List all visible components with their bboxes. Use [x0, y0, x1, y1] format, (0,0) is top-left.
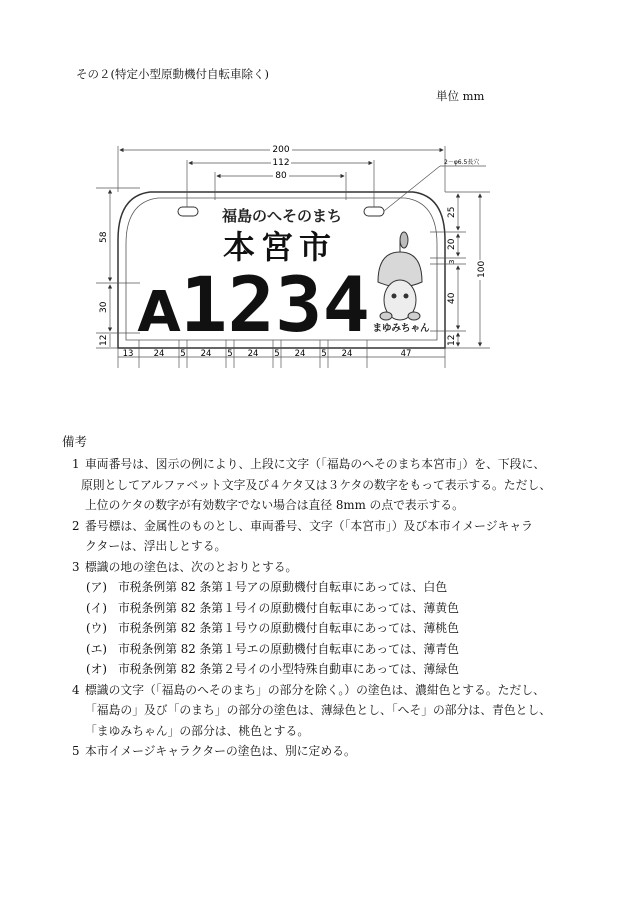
plate-number: 1234	[180, 260, 370, 349]
plate-slogan: 福島のへそのまち	[221, 207, 343, 225]
dim-right-40: 40	[447, 292, 457, 304]
remark-line: 番号標は、金属性のものとし、車両番号、文字（「本宮市」）及び本市イメージキャラ	[85, 518, 533, 533]
dim-bottom-5a: 5	[180, 349, 186, 359]
document-heading: その２(特定小型原動機付自転車除く)	[76, 67, 269, 81]
sub-item-o	[64, 659, 584, 680]
sub-item-text: 市税条例第 82 条第１号エの原動機付自転車にあっては、薄青色	[118, 641, 459, 656]
dim-bottom-24e: 24	[341, 349, 353, 359]
plate-class-letter: A	[137, 280, 181, 345]
plate-city: 本宮市	[222, 228, 338, 266]
unit-label: 単位 mm	[436, 89, 485, 103]
remark-line: 「福島の」及び「のまち」の部分の塗色は、薄緑色とし、「へそ」の部分は、青色とし、	[85, 703, 551, 717]
sub-item-u	[64, 618, 584, 639]
remark-number: 2	[72, 518, 80, 533]
dim-bottom-13: 13	[122, 349, 134, 359]
sub-item-i	[64, 598, 584, 619]
dim-right-total: 100	[477, 260, 487, 278]
sub-item-label: (エ)	[86, 641, 108, 656]
remark-item-4	[64, 680, 584, 742]
mounting-hole-left	[178, 207, 198, 216]
sub-item-e	[64, 639, 584, 660]
dim-top-width: 200	[272, 145, 290, 155]
dim-bottom-5d: 5	[321, 349, 327, 359]
dim-bottom-47: 47	[400, 349, 412, 359]
sub-item-label: (ア)	[86, 580, 108, 594]
remark-item-1	[64, 454, 584, 516]
sub-item-text: 市税条例第 82 条第１号ウの原動機付自転車にあっては、薄桃色	[118, 621, 459, 635]
sub-item-label: (イ)	[86, 600, 108, 615]
dim-left-upper: 58	[99, 231, 109, 243]
remark-number: 1	[72, 457, 80, 471]
mascot-name: まゆみちゃん	[372, 323, 430, 334]
remark-item-2	[64, 516, 584, 557]
remark-number: 5	[72, 744, 80, 758]
dim-top-holes: 112	[272, 158, 290, 168]
sub-item-label: (ウ)	[86, 621, 108, 635]
dim-right-25: 25	[447, 206, 457, 218]
remark-item-3	[64, 557, 584, 578]
sub-item-text: 市税条例第 82 条第１号イの原動機付自転車にあっては、薄黄色	[118, 600, 459, 615]
sub-item-label: (オ)	[86, 662, 108, 676]
remark-line: 上位のケタの数字が有効数字でない場合は直径 8mm の点で表示する。	[85, 498, 464, 512]
remark-line: 標識の文字（「福島のへそのまち」の部分を除く。）の塗色は、濃紺色とする。ただし、	[85, 682, 545, 697]
sub-item-text: 市税条例第 82 条第１号アの原動機付自転車にあっては、白色	[118, 580, 448, 594]
remark-line: 車両番号は、図示の例により、上段に文字（「福島のへそのまち本宮市」）を、下段に、	[85, 457, 546, 471]
remark-line: 本市イメージキャラクターの塗色は、別に定める。	[85, 744, 356, 758]
dim-right-12: 12	[447, 334, 457, 346]
dim-bottom-24b: 24	[200, 349, 212, 359]
dim-left-lower: 12	[99, 334, 109, 346]
sub-item-text: 市税条例第 82 条第２号イの小型特殊自動車にあっては、薄緑色	[118, 662, 459, 676]
dim-bottom-24d: 24	[294, 349, 306, 359]
dim-bottom-24c: 24	[247, 349, 259, 359]
remark-line: 原則としてアルファベット文字及び４ケタ又は３ケタの数字をもって表示する。ただし、	[81, 477, 551, 492]
dim-top-text: 80	[275, 171, 287, 181]
remark-number: 3	[72, 559, 80, 574]
remark-line: クターは、浮出しとする。	[85, 539, 227, 553]
mounting-hole-right	[364, 207, 384, 216]
dim-bottom-5c: 5	[274, 349, 280, 359]
plate-diagram	[0, 0, 630, 420]
remark-line: 標識の地の塗色は、次のとおりとする。	[85, 559, 298, 574]
dim-right-20: 20	[447, 238, 457, 250]
dim-right-3: 3	[448, 259, 456, 264]
remarks-title: 備考	[62, 434, 88, 449]
remark-number: 4	[72, 682, 80, 697]
dim-left-middle: 30	[99, 301, 109, 313]
sub-item-a	[64, 577, 584, 598]
dim-bottom-5b: 5	[227, 349, 233, 359]
remark-item-5	[64, 741, 584, 762]
remark-line: 「まゆみちゃん」の部分は、桃色とする。	[85, 723, 310, 738]
hole-note: 2－φ6.5長穴	[444, 159, 480, 166]
dim-bottom-24a: 24	[153, 349, 165, 359]
remarks-list	[64, 454, 584, 762]
